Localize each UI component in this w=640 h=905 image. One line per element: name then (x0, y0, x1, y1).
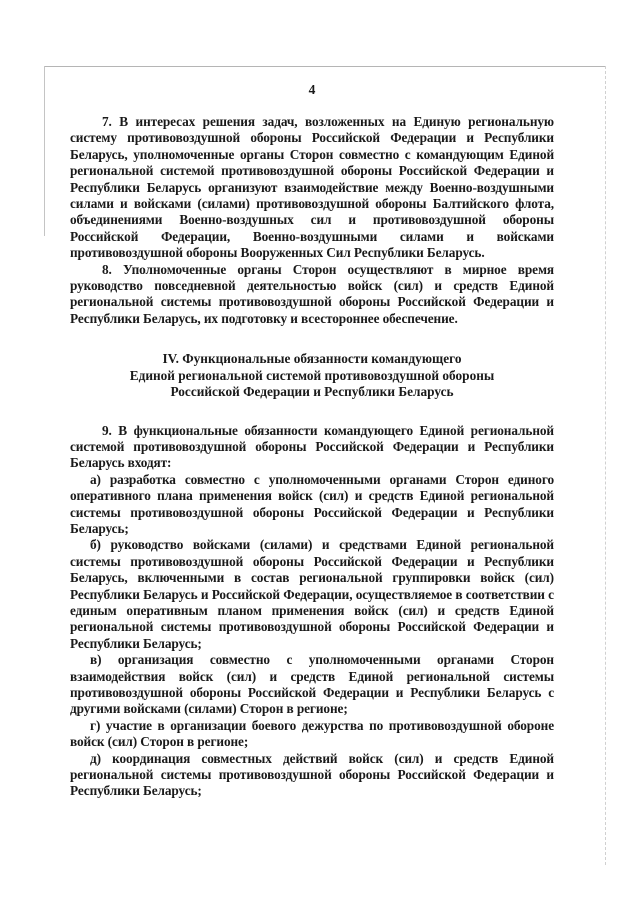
section-heading-line: Российской Федерации и Республики Беларусь (170, 384, 454, 400)
section-heading-line: IV. Функциональные обязанности командующего (162, 351, 462, 367)
page-number: 4 (308, 82, 316, 97)
scan-border-right (605, 66, 606, 865)
item-v: в) организация совместно с уполномоченными органами Сторон взаимодействия войск (сил) и средств Единой региональной системы противовоздушной обороны Российской Федерации и Республики Беларусь с другими войсками (силами) Сторон в регионе; (70, 652, 554, 717)
item-d: д) координация совместных действий войск (сил) и средств Единой региональной системы противовоздушной обороны Российской Федерации и Республики Беларусь; (70, 750, 554, 799)
document-page (70, 82, 554, 800)
section-heading (70, 351, 554, 400)
item-a: а) разработка совместно с уполномоченными органами Сторон единого оперативного плана применения войск (сил) и средств Единой региональной системы противовоздушной обороны Российской Федерации и Республики Беларусь; (70, 471, 554, 536)
section-heading-line: Единой региональной системой противовоздушной обороны (129, 367, 495, 383)
paragraph-9: 9. В функциональные обязанности командующего Единой региональной системой противовоздушной обороны Российской Федерации и Республики Беларусь входят: (70, 422, 554, 471)
item-g: г) участие в организации боевого дежурства по противовоздушной обороне войск (сил) Сторон в регионе; (70, 717, 554, 750)
item-b: б) руководство войсками (силами) и средствами Единой региональной системы противовоздушной обороны Российской Федерации и Республики Беларусь, включенными в состав региональной группировки войск (сил) Республики Беларусь и Российской Федерации, осуществляемое в соответствии с единым оперативным планом применения войск (сил) и средств Единой региональной системы противовоздушной обороны Российской Федерации и Республики Беларусь; (70, 537, 554, 651)
scan-border-top (44, 66, 606, 67)
paragraph-8: 8. Уполномоченные органы Сторон осуществляют в мирное время руководство повседневной деятельностью войск (сил) и средств Единой региональной системы противовоздушной обороны Российской Федерации и Республики Беларусь, их подготовку и всестороннее обеспечение. (70, 261, 554, 326)
paragraph-7: 7. В интересах решения задач, возложенных на Единую региональную систему противовоздушной обороны Российской Федерации и Республики Беларусь, уполномоченные органы Сторон совместно с командующим Единой региональной системой противовоздушной обороны Российской Федерации и Республики Беларусь организуют взаимодействие между Военно-воздушными силами и войсками (силами) противовоздушной обороны Балтийского флота, объединениями Военно-воздушных сил и противовоздушной обороны Российской Федерации, Военно-воздушными силами и войсками противовоздушной обороны Вооруженных Сил Республики Беларусь. (70, 114, 554, 261)
scan-border-left (44, 66, 45, 236)
